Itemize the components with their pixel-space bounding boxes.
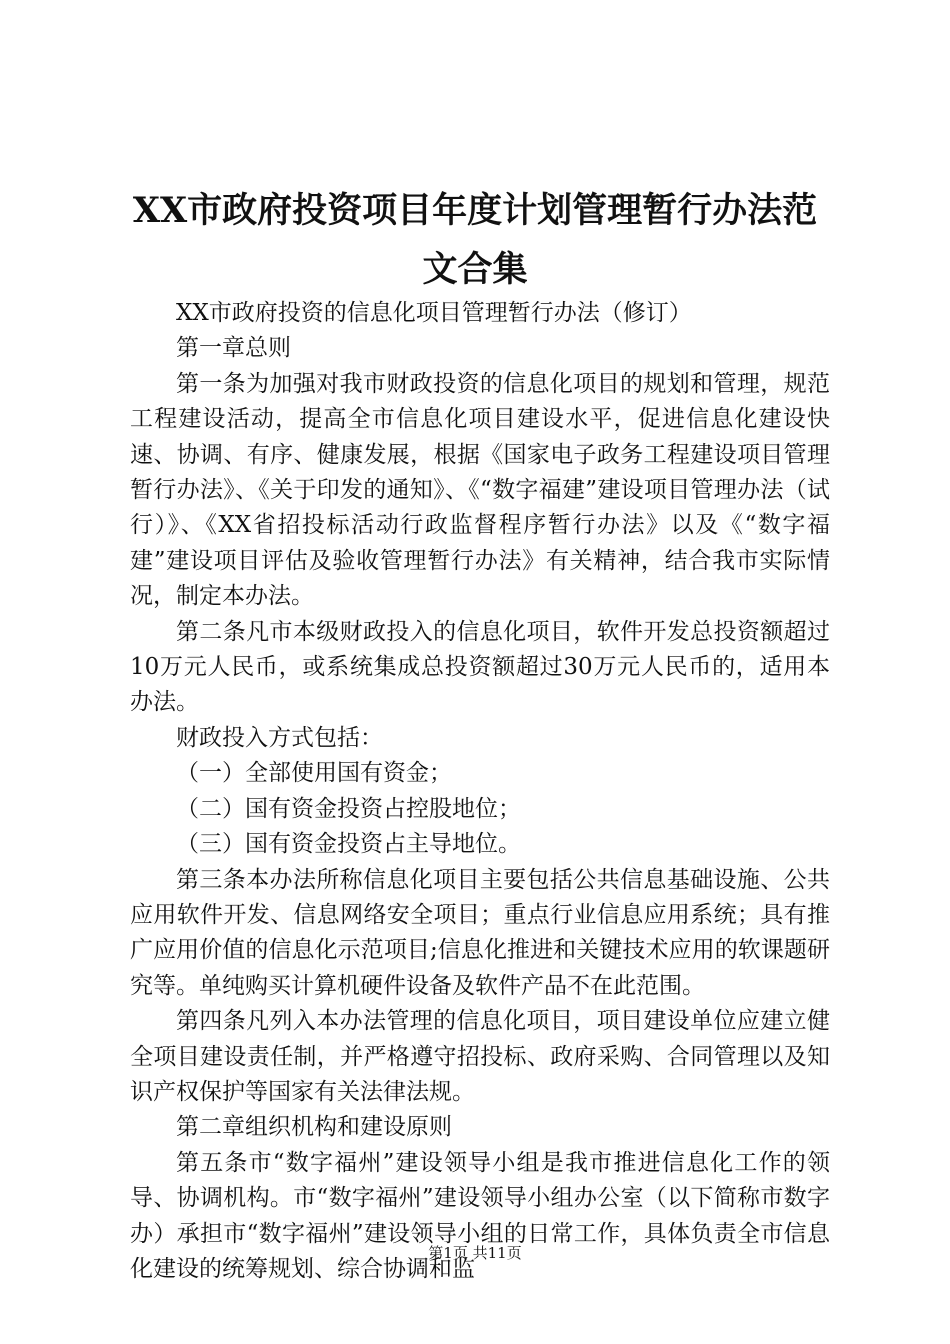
document-title-line-1: XX市政府投资项目年度计划管理暂行办法范 xyxy=(132,190,818,231)
list-item: （二）国有资金投资占控股地位； xyxy=(176,795,521,822)
subtitle-paragraph: XX市政府投资的信息化项目管理暂行办法（修订） xyxy=(176,300,692,326)
article-paragraph: 第四条凡列入本办法管理的信息化项目，项目建设单位应建立健全项目建设责任制，并严格遵守招投标、政府采购、合同管理以及知识产权保护等国家有关法律法规。 xyxy=(130,1008,830,1105)
chapter-heading: 第一章总则 xyxy=(176,335,291,362)
list-item: （三）国有资金投资占主导地位。 xyxy=(176,831,521,858)
article-paragraph: 第五条市“数字福州”建设领导小组是我市推进信息化工作的领导、协调机构。市“数字福州”建设领导小组办公室（以下简称市数字办）承担市“数字福州”建设领导小组的日常工作，具体负责全市信息化建设的统筹规划、综合协调和监 xyxy=(130,1149,830,1282)
article-paragraph: 第一条为加强对我市财政投资的信息化项目的规划和管理，规范工程建设活动，提高全市信息化项目建设水平，促进信息化建设快速、协调、有序、健康发展，根据《国家电子政务工程建设项目管理暂行办法》、《关于印发的通知》、《“数字福建”建设项目管理办法（试行）》、《XX省招投标活动行政监督程序暂行办法》以及《“数字福建”建设项目评估及验收管理暂行办法》有关精神，结合我市实际情况，制定本办法。 xyxy=(130,370,830,610)
list-item: （一）全部使用国有资金； xyxy=(176,760,452,787)
page-number-footer: 第1页 共11页 xyxy=(428,1244,522,1262)
body-paragraph: 财政投入方式包括： xyxy=(176,724,383,751)
document-title-line-2: 文合集 xyxy=(422,249,528,290)
chapter-heading: 第二章组织机构和建设原则 xyxy=(176,1114,452,1141)
document-body xyxy=(130,296,830,1287)
article-paragraph: 第二条凡市本级财政投入的信息化项目，软件开发总投资额超过10万元人民币，或系统集成总投资额超过30万元人民币的，适用本办法。 xyxy=(130,618,830,716)
article-paragraph: 第三条本办法所称信息化项目主要包括公共信息基础设施、公共应用软件开发、信息网络安全项目；重点行业信息应用系统；具有推广应用价值的信息化示范项目;信息化推进和关键技术应用的软课题研究等。单纯购买计算机硬件设备及软件产品不在此范围。 xyxy=(130,866,830,999)
